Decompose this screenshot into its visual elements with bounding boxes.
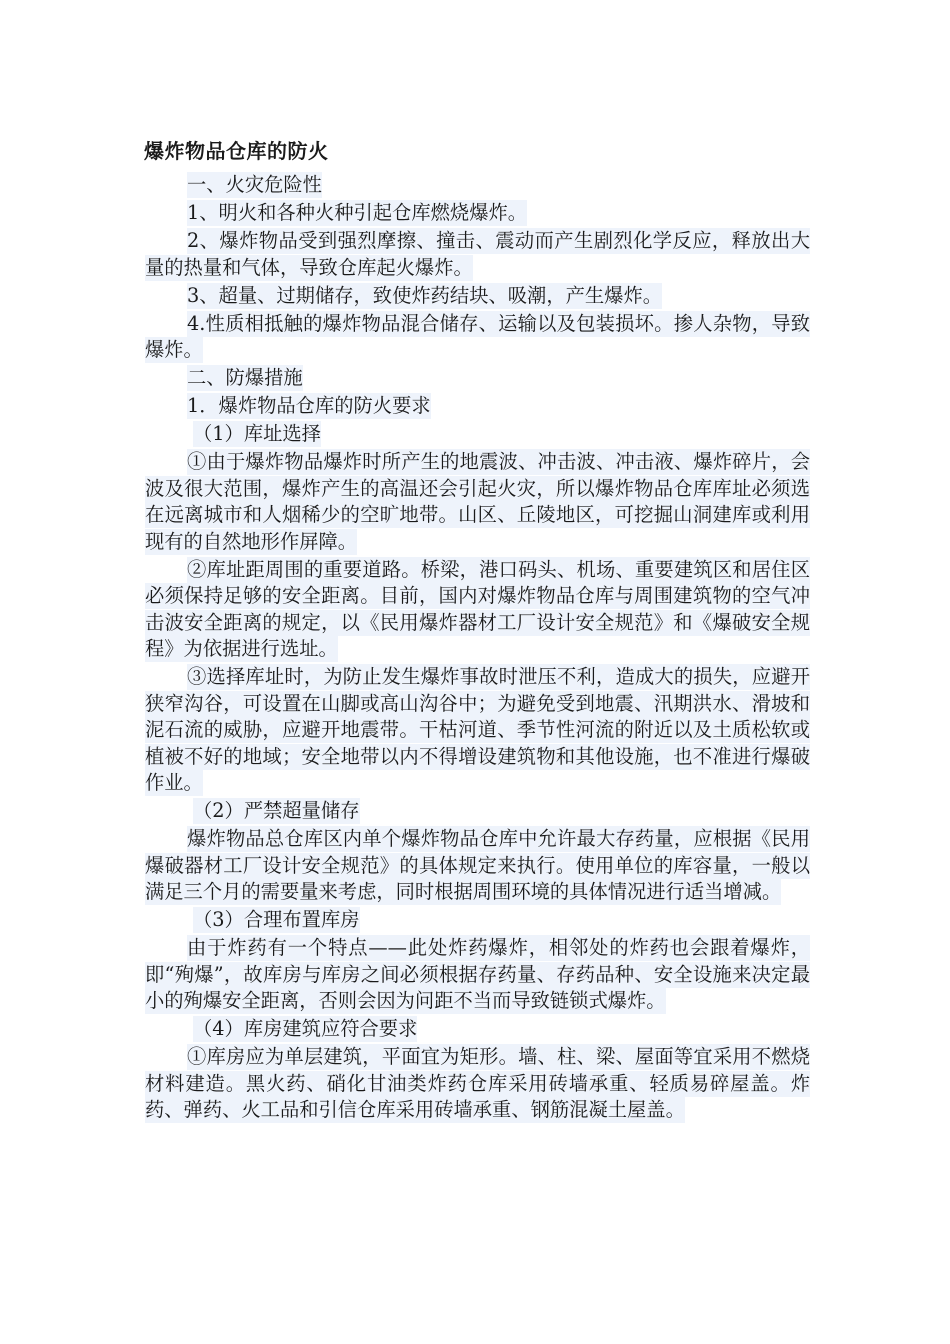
paragraph [145, 172, 810, 199]
paragraph [145, 1044, 810, 1124]
paragraph [145, 1016, 810, 1043]
document-title: 爆炸物品仓库的防火 [144, 139, 329, 163]
paragraph-text: ①库房应为单层建筑，平面宜为矩形。墙、柱、梁、屋面等宜采用不燃烧材料建造。黑火药、硝化甘油类炸药仓库采用砖墙承重、轻质易碎屋盖。炸药、弹药、火工品和引信仓库采用砖墙承重、钢筋混凝土屋盖。 [145, 1045, 810, 1121]
paragraph [145, 311, 810, 364]
paragraph [145, 664, 810, 797]
paragraph-text: 2、爆炸物品受到强烈摩擦、撞击、震动而产生剧烈化学反应，释放出大量的热量和气体，导致仓库起火爆炸。 [145, 229, 810, 279]
paragraph [145, 557, 810, 663]
paragraph-text: 1．爆炸物品仓库的防火要求 [187, 394, 431, 417]
paragraph [145, 907, 810, 934]
paragraph-text: 由于炸药有一个特点——此处炸药爆炸，相邻处的炸药也会跟着爆炸，即“殉爆”，故库房与库房之间必须根据存药量、存药品种、安全设施来决定最小的殉爆安全距离，否则会因为问距不当而导致链锁式爆炸。 [145, 936, 810, 1012]
paragraph [145, 449, 810, 555]
paragraph [145, 798, 810, 825]
paragraph-text: ①由于爆炸物品爆炸时所产生的地震波、冲击波、冲击液、爆炸碎片，会波及很大范围，爆炸产生的高温还会引起火灾，所以爆炸物品仓库库址必须选在远离城市和人烟稀少的空旷地带。山区、丘陵地区，可挖掘山洞建库或利用现有的自然地形作屏障。 [145, 450, 810, 553]
paragraph [145, 393, 810, 420]
paragraph [145, 365, 810, 392]
paragraph-text: ②库址距周围的重要道路。桥梁，港口码头、机场、重要建筑区和居住区必须保持足够的安全距离。目前，国内对爆炸物品仓库与周围建筑物的空气冲击波安全距离的规定，以《民用爆炸器材工厂设计安全规范》和《爆破安全规程》为依据进行选址。 [145, 557, 810, 660]
paragraph-text: （3）合理布置库房 [193, 908, 360, 931]
paragraph [145, 200, 810, 227]
paragraph-text: 爆炸物品总仓库区内单个爆炸物品仓库中允许最大存药量，应根据《民用爆破器材工厂设计安全规范》的具体规定来执行。使用单位的库容量，一般以满足三个月的需要量来考虑，同时根据周围环境的具体情况进行适当增减。 [145, 827, 810, 903]
paragraph-text: （2）严禁超量储存 [193, 799, 360, 822]
paragraph-text: 4.性质相抵触的爆炸物品混合储存、运输以及包装损坏。掺人杂物，导致爆炸。 [145, 311, 810, 361]
paragraph-text: （1）库址选择 [193, 422, 321, 445]
paragraph [145, 228, 810, 281]
document-page [145, 136, 810, 1125]
paragraph [145, 283, 810, 310]
paragraph-text: 一、火灾危险性 [187, 173, 322, 196]
paragraph-text: 二、防爆措施 [187, 366, 303, 389]
paragraph [145, 935, 810, 1015]
paragraph [145, 421, 810, 448]
paragraph-text: ③选择库址时，为防止发生爆炸事故时泄压不利，造成大的损失，应避开狭窄沟谷，可设置在山脚或高山沟谷中；为避免受到地震、汛期洪水、滑坡和泥石流的威胁，应避开地震带。干枯河道、季节性河流的附近以及土质松软或植被不好的地域；安全地带以内不得增设建筑物和其他设施，也不准进行爆破作业。 [145, 665, 810, 794]
paragraph [145, 826, 810, 906]
paragraph-text: （4）库房建筑应符合要求 [193, 1017, 418, 1040]
document-body [145, 172, 810, 1124]
paragraph-text: 1、明火和各种火种引起仓库燃烧爆炸。 [187, 201, 528, 224]
paragraph-text: 3、超量、过期储存，致使炸药结块、吸潮，产生爆炸。 [187, 283, 663, 307]
